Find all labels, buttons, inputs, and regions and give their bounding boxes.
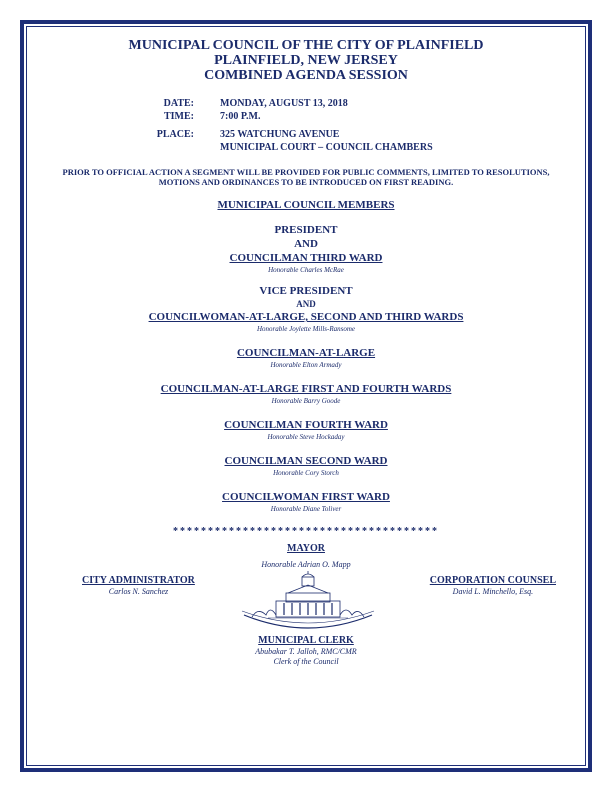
place-value-1: 325 WATCHUNG AVENUE <box>220 129 340 140</box>
president-name: Honorable Charles McRae <box>268 266 344 274</box>
header-line-3: COMBINED AGENDA SESSION <box>204 68 408 83</box>
president-and: AND <box>294 238 318 250</box>
place-row-2 <box>30 141 582 154</box>
city-administrator-title: CITY ADMINISTRATOR <box>82 575 195 586</box>
city-administrator-name: Carlos N. Sanchez <box>108 587 169 596</box>
star-divider: ************************************** <box>173 526 439 537</box>
member-name: Honorable Elton Armady <box>270 361 342 369</box>
member-role: COUNCILMAN SECOND WARD <box>224 455 388 467</box>
meeting-details <box>30 97 582 154</box>
place-label: PLACE: <box>156 129 194 140</box>
vice-president-title: VICE PRESIDENT <box>259 285 353 297</box>
header-line-2: PLAINFIELD, NEW JERSEY <box>214 53 398 68</box>
member-role: COUNCILMAN-AT-LARGE <box>236 347 376 359</box>
date-value: MONDAY, AUGUST 13, 2018 <box>220 98 348 109</box>
president-role: COUNCILMAN THIRD WARD <box>229 252 383 264</box>
member-role: COUNCILMAN FOURTH WARD <box>224 419 388 431</box>
member-block <box>30 346 582 370</box>
clerk-role: Clerk of the Council <box>273 657 339 666</box>
member-name: Honorable Cory Storch <box>273 469 339 477</box>
mayor-name: Honorable Adrian O. Mapp <box>261 560 351 569</box>
agenda-content <box>30 38 582 758</box>
member-role: COUNCILMAN-AT-LARGE FIRST AND FOURTH WARDS <box>160 383 452 395</box>
date-row <box>30 97 582 110</box>
members-heading: MUNICIPAL COUNCIL MEMBERS <box>217 199 395 211</box>
clerk-title: MUNICIPAL CLERK <box>258 635 354 646</box>
member-block <box>30 418 582 442</box>
member-block <box>30 490 582 514</box>
member-block <box>30 454 582 478</box>
place-value-2: MUNICIPAL COURT – COUNCIL CHAMBERS <box>220 142 433 153</box>
public-comment-notice: PRIOR TO OFFICIAL ACTION A SEGMENT WILL BE PROVIDED FOR PUBLIC COMMENTS, LIMITED TO RESOLUTIONS, MOTIONS AND ORDINANCES TO BE INTRODUCED ON FIRST READING. <box>62 167 550 187</box>
corporation-counsel <box>430 575 556 597</box>
city-administrator <box>82 575 195 597</box>
vice-president-and: AND <box>296 299 316 309</box>
vice-president-name: Honorable Joylette Mills-Ransome <box>257 325 355 333</box>
member-name: Honorable Steve Hockaday <box>267 433 345 441</box>
city-hall-seal-icon <box>238 571 378 629</box>
time-row <box>30 110 582 123</box>
date-label: DATE: <box>163 98 194 109</box>
place-row <box>30 128 582 141</box>
corporation-counsel-title: CORPORATION COUNSEL <box>429 575 556 586</box>
time-label: TIME: <box>164 111 194 122</box>
president-block <box>30 223 582 275</box>
vice-president-role: COUNCILWOMAN-AT-LARGE, SECOND AND THIRD WARDS <box>148 311 464 323</box>
clerk-name: Abubakar T. Jalloh, RMC/CMR <box>255 647 357 656</box>
officials-row <box>30 571 582 631</box>
vice-president-block <box>30 284 582 334</box>
corporation-counsel-name: David L. Minchello, Esq. <box>452 587 534 596</box>
header-line-1: MUNICIPAL COUNCIL OF THE CITY OF PLAINFIELD <box>128 38 484 53</box>
member-role: COUNCILWOMAN FIRST WARD <box>222 491 390 503</box>
member-block <box>30 382 582 406</box>
time-value: 7:00 P.M. <box>220 111 261 122</box>
member-name: Honorable Diane Toliver <box>270 505 342 513</box>
mayor-title: MAYOR <box>287 543 325 554</box>
president-title: PRESIDENT <box>274 224 338 236</box>
member-name: Honorable Barry Goode <box>271 397 341 405</box>
